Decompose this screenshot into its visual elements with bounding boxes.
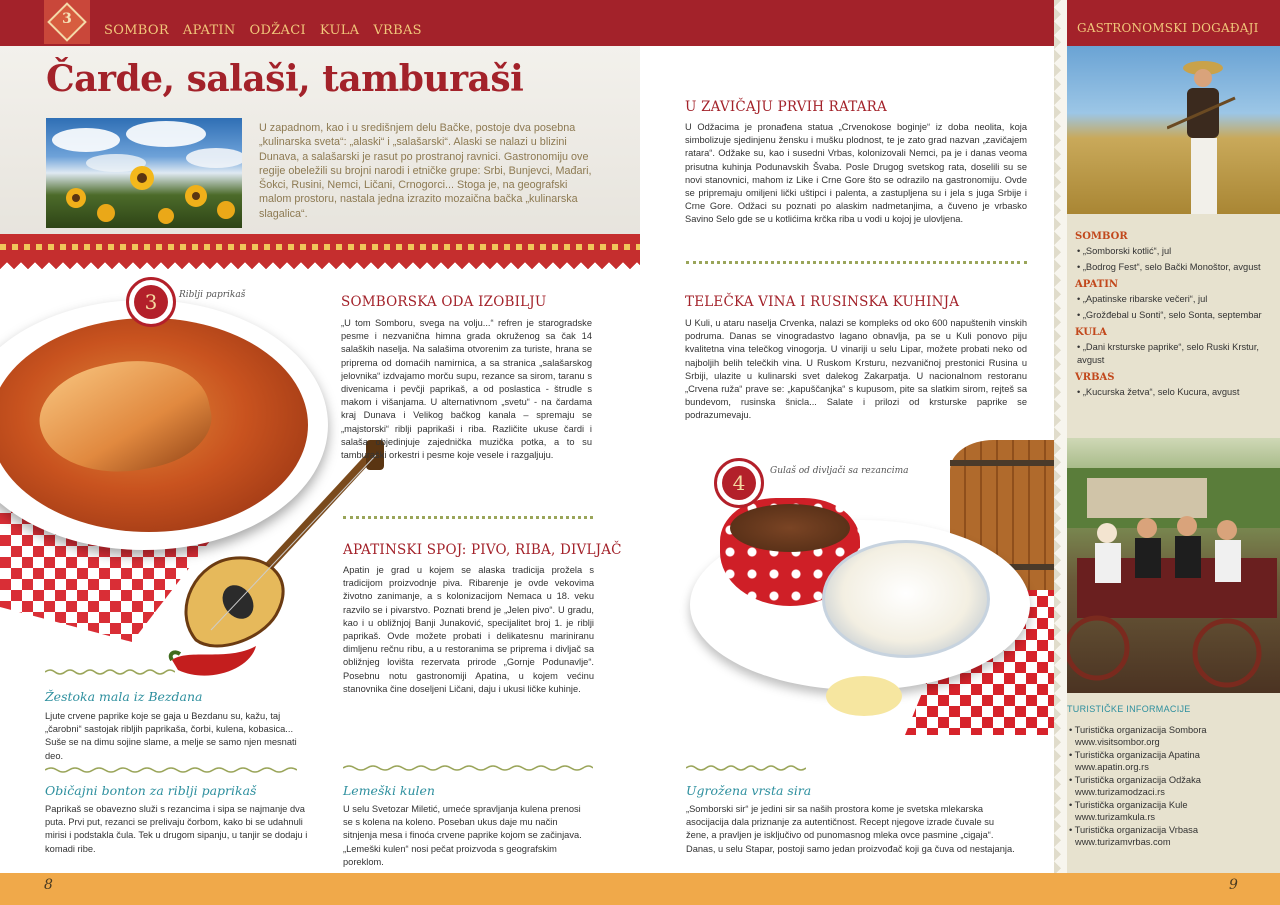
tourist-org-link[interactable]: www.visitsombor.org bbox=[1075, 737, 1160, 747]
telecka-title: TELEČKA VINA I RUSINSKA KUHINJA bbox=[685, 294, 960, 310]
event-item: • „Bodrog Fest“, selo Bački Monoštor, avgust bbox=[1077, 262, 1261, 272]
events-sidebar bbox=[1067, 0, 1280, 873]
zestoka-body: Ljute crvene paprike koje se gaja u Bezdanu su, kažu, taj „čarobni“ sastojak ribljih paprikaša, čorbi, kulena, kobasica... Suše se na dimu sojine slame, a melje se samo njen mesnati deo. bbox=[45, 711, 297, 761]
region-nav bbox=[104, 23, 422, 38]
tourist-org-link[interactable]: www.turizamkula.rs bbox=[1075, 812, 1156, 822]
folk-carriage-photo bbox=[1067, 438, 1280, 693]
tourist-org: • Turistička organizacija Apatina bbox=[1069, 750, 1200, 760]
sidebar-header bbox=[1067, 0, 1280, 46]
chapter-badge bbox=[44, 0, 90, 44]
page-title: Čarde, salaši, tamburaši bbox=[46, 58, 524, 100]
intro-text: U zapadnom, kao i u središnjem delu Bačke, postoje dva posebna „kulinarska sveta“: „alaski“ i „salašarski“. Alaski se nalazi u blizini Dunava, a salašarski je rasut po prostranoj ravnici. Gastronomiju ove regije obeležili su brojni narodi i etničke grupe: Srbi, Bunjevci, Mađari, Šokci, Rusini, Nemci, Ličani, Crnogorci... Stoga je, na geografski malom prostoru, nastala jedna izrazito mozaična bačka „kulinarska slagalica“. bbox=[259, 122, 592, 220]
event-item: • „Apatinske ribarske večeri“, jul bbox=[1077, 294, 1208, 304]
nav-item-odzaci[interactable]: ODŽACI bbox=[249, 23, 306, 38]
kulen-body: U selu Svetozar Miletić, umeće spravljanja kulena prenosi se s kolena na koleno. Poseban ukus daje mu način sitnjenja mesa i finoća crvene paprike kojom se začinjava. „Lemeški kulen“ nosi pečat proizvoda s geografskim poreklom. bbox=[343, 804, 582, 867]
harvester-photo bbox=[1067, 46, 1280, 214]
event-item: • „Grožđebal u Sonti“, selo Sonta, septembar bbox=[1077, 310, 1262, 320]
wavy-divider bbox=[686, 764, 806, 772]
event-city: APATIN bbox=[1075, 279, 1119, 290]
dotted-divider bbox=[343, 516, 593, 519]
wavy-divider bbox=[45, 668, 175, 676]
tourist-org: • Turistička organizacija Odžaka bbox=[1069, 775, 1201, 785]
tourist-org-link[interactable]: www.turizamodzaci.rs bbox=[1075, 787, 1165, 797]
dotted-divider bbox=[686, 261, 1027, 264]
telecka-body: U Kuli, u ataru naselja Crvenka, nalazi se kompleks od oko 600 napuštenih vinskih podruma. Danas se vinogradastvo lagano obnavlja, pa se u Kuli ponovo piju kvalitetna vina telečkog vinogorja. U vinariji u selu Lipar, možete probati neko od najboljih belih telečkih vina. U Ruskom Krsturu, nezvaničnoj prestonici Rusina u Srbiji, ulazite u kulinarski svet dalekog Zakarpatja. U nacionalnom restoranu „Crvena ruža“ prave se: „kapuščanjka“ s kupusom, pite sa slatkim sirom, rejteš sa bundevom, rusinska šnicla... Salate i prilozi od krsturske paprike se podrazumevaju. bbox=[685, 318, 1027, 421]
tourist-info-list bbox=[1069, 724, 1274, 849]
sir-body: „Somborski sir“ je jedini sir sa naših prostora kome je svetska mlekarska asocijacija dala priznanje za autentičnost. Recept njegove izrade čuvale su žene, a pravljen je isključivo od punomasnog mleka ovce pasmine „cigaja“. Danas, u selu Stapar, postoji samo jedan proizvođač koji ga čuva od nestajanja. bbox=[686, 804, 1015, 854]
recipe-badge-4: 4 bbox=[714, 458, 764, 508]
apatinski-body: Apatin je grad u kojem se alaska tradicija prožela s tradicijom proizvodnje piva. Ribarenje je ovde vekovima životno zanimanje, a s kolonizacijom Nemaca u 18. veku razvilo se i pivarstvo. Poznati brend je „Jelen pivo“. U gradu, kao i u obližnjoj Banji Junaković, specijalitet broj 1. je riblji paprikaš. Ovde možete probati i delikatesnu mariniranu dimljenu rečnu ribu, a u restoranima se priprema i divljač sa obližnjeg lovišta rezervata prirode „Gornje Podunavlje“. Posebnu notu gastronomiji Apatina, u kojem većinu stanovnika čine doseljeni Ličani, daju i ukusi ličke kuhinje. bbox=[343, 565, 594, 694]
nav-item-kula[interactable]: KULA bbox=[319, 23, 360, 38]
wavy-divider bbox=[45, 766, 297, 774]
tourist-org: • Turistička organizacija Kule bbox=[1069, 800, 1188, 810]
tourist-org: • Turistička organizacija Sombora bbox=[1069, 725, 1207, 735]
event-city: KULA bbox=[1075, 327, 1107, 338]
wavy-divider bbox=[343, 764, 593, 772]
somborska-title: SOMBORSKA ODA IZOBILJU bbox=[341, 294, 547, 310]
bonton-body: Paprikaš se obavezno služi s rezancima i sipa se najmanje dva puta. Prvi put, rezanci se prelivaju čorbom, kako bi se udahnuli mirisi i podstakla čula. Tek u drugom sipanju, u tanjir se dodaju i komadi ribe. bbox=[45, 804, 308, 854]
chapter-number: 3 bbox=[62, 11, 72, 27]
sidebar-title: GASTRONOMSKI DOGAĐAJI bbox=[1077, 21, 1259, 35]
cheese-tub bbox=[826, 676, 902, 788]
nav-item-apatin[interactable]: APATIN bbox=[182, 23, 236, 38]
tourist-org: • Turistička organizacija Vrbasa bbox=[1069, 825, 1198, 835]
events-list bbox=[1075, 226, 1275, 402]
event-item: • „Kucurska žetva“, selo Kucura, avgust bbox=[1077, 387, 1240, 397]
goulash-caption: Gulaš od divljači sa rezancima bbox=[770, 466, 909, 476]
footer-bar bbox=[0, 873, 1280, 905]
sunflowers-image bbox=[46, 118, 242, 228]
noodle-bowl bbox=[822, 540, 990, 658]
kulen-title: Lemeški kulen bbox=[343, 783, 435, 798]
tourist-org-link[interactable]: www.apatin.org.rs bbox=[1075, 762, 1149, 772]
zavicaj-body: U Odžacima je pronađena statua „Crvenokose boginje“ iz doba neolita, koja simbolizuje sjedinjenu žensku i mušku plodnost, te je zato grad nazvan „zavičajem ratara“. Odžake su, kao i susedni Vrbas, kolonizovali Nemci, pa je i danas veoma prisutna kuhinja Podunavskih Švaba. Posle Drugog svetskog rata, doselili su se novi stanovnici, mahom iz Like i Crne Gore što se odrazilo na gastronomiju. Ovde se pripremaju omiljeni lički uštipci i palenta, a zastupljena su i jela s juga Srbije i Crne Gore. Odžaci su poznati po alaskim nadmetanjima, a čuveno je vrbasko Savino Selo gde se u kotlićima krčka riba u vodi u kojoj je ulovljena. bbox=[685, 122, 1027, 225]
sir-title: Ugrožena vrsta sira bbox=[686, 783, 812, 798]
event-city: VRBAS bbox=[1075, 372, 1115, 383]
tourist-info-title: TURISTIČKE INFORMACIJE bbox=[1067, 704, 1191, 714]
nav-item-vrbas[interactable]: VRBAS bbox=[373, 23, 422, 38]
zavicaj-title: U ZAVIČAJU PRVIH RATARA bbox=[685, 99, 887, 115]
sunflower-photo bbox=[46, 118, 242, 228]
fish-caption: Riblji paprikaš bbox=[179, 290, 246, 300]
tourist-org-link[interactable]: www.turizamvrbas.com bbox=[1075, 837, 1171, 847]
recipe-badge-3: 3 bbox=[126, 277, 176, 327]
apatinski-title: APATINSKI SPOJ: PIVO, RIBA, DIVLJAČ bbox=[343, 542, 622, 558]
page-spine bbox=[1054, 0, 1068, 873]
zestoka-title: Žestoka mala iz Bezdana bbox=[45, 689, 203, 704]
event-city: SOMBOR bbox=[1075, 231, 1128, 242]
somborska-body: „U tom Somboru, svega na volju...“ refren je starogradske pesme i nezvanična himna grada okruženog sa čak 14 salaških naselja. Na salašima otvorenim za turiste, hrana se priprema od domaćih namirnica, a sa stranica „salašarskog jelovnika“ izdvajamo morču supu, rezance sa sirom, taranu s divenicama i pevčji paprikaš, a od poslastica - štrudle s makom i višanjama. U alternativnom „svetu“ - na čardama kraj Dunava i Velikog bačkog kanala – spremaju se „majstorski“ riblji paprikaši i riba. Različite ukuse čardi i salaša objedinjuje zajednička muzička potka, a to su tamburaški orkestri i pesme koje vesele i razgaljuju. bbox=[341, 318, 592, 461]
page-number-right: 9 bbox=[1229, 877, 1238, 893]
nav-item-sombor[interactable]: SOMBOR bbox=[104, 23, 169, 38]
page-number-left: 8 bbox=[44, 877, 53, 893]
event-item: • „Dani krsturske paprike“, selo Ruski Krstur, avgust bbox=[1077, 342, 1260, 365]
ornament-band bbox=[0, 234, 640, 262]
event-item: • „Somborski kotlić“, jul bbox=[1077, 246, 1172, 256]
bonton-title: Običajni bonton za riblji paprikaš bbox=[45, 783, 257, 798]
harvester-figure bbox=[1167, 58, 1237, 214]
hot-pepper-icon bbox=[168, 640, 258, 690]
carriage-scene bbox=[1067, 438, 1280, 693]
